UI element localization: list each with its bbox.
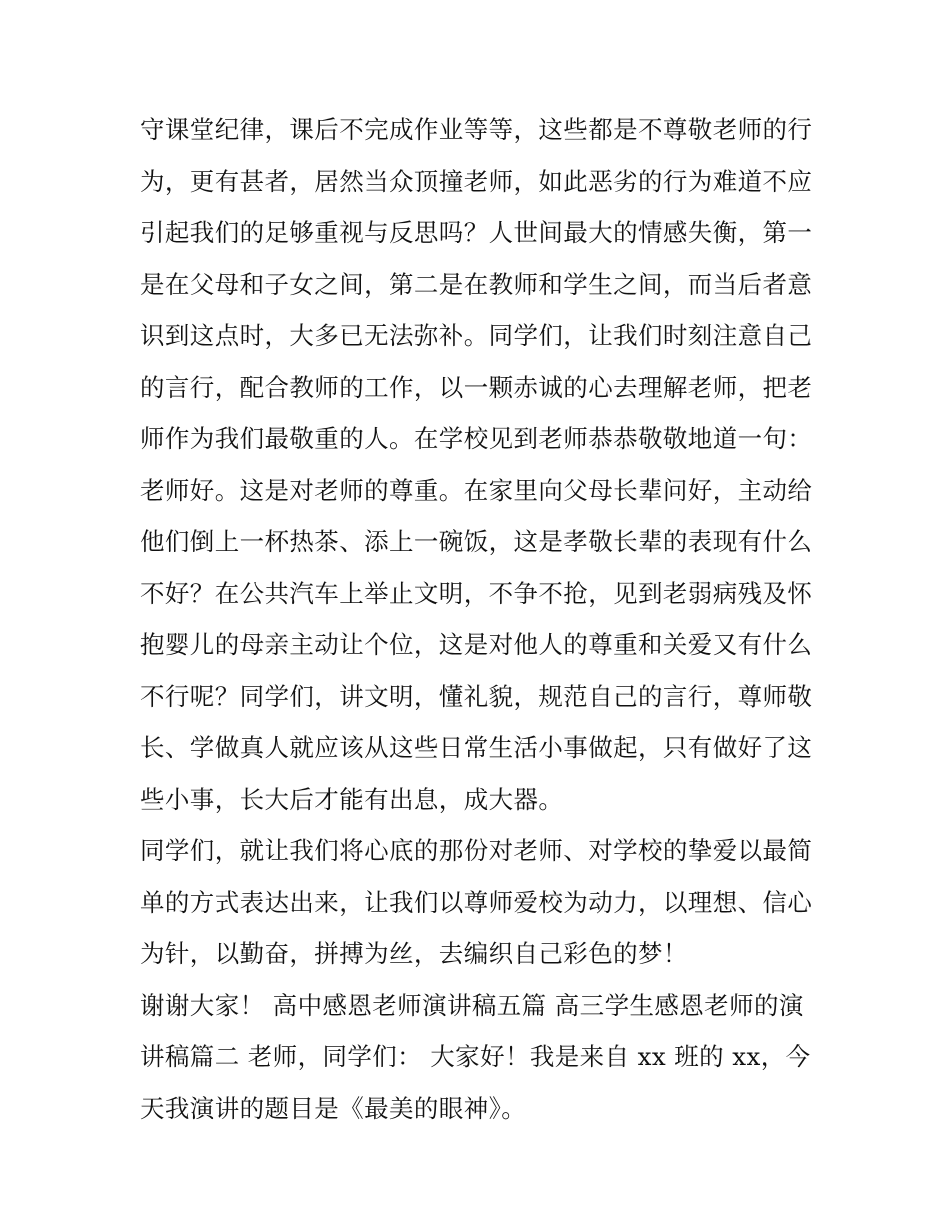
text-line: 些小事，长大后才能有出息，成大器。 xyxy=(140,784,564,814)
text-line: 守课堂纪律，课后不完成作业等等，这些都是不尊敬老师的行 xyxy=(140,115,813,144)
text-line: 他们倒上一杯热茶、添上一碗饭，这是孝敬长辈的表现有什么 xyxy=(140,527,813,556)
text-line: 谢谢大家！ 高中感恩老师演讲稿五篇 高三学生感恩老师的演 xyxy=(140,990,804,1020)
text-line: 不行呢？同学们，讲文明，懂礼貌，规范自己的言行，尊师敬 xyxy=(140,681,813,711)
document-body xyxy=(140,104,820,1134)
text-line: 讲稿篇二 老师，同学们： 大家好！我是来自 xx 班的 xx，今 xyxy=(140,1042,811,1071)
text-line: 的言行，配合教师的工作，以一颗赤诚的心去理解老师，把老 xyxy=(140,372,813,402)
text-line: 长、学做真人就应该从这些日常生活小事做起，只有做好了这 xyxy=(140,733,813,762)
text-line: 为，更有甚者，居然当众顶撞老师，如此恶劣的行为难道不应 xyxy=(140,166,813,196)
text-line: 天我演讲的题目是《最美的眼神》。 xyxy=(140,1093,527,1123)
text-line: 同学们，就让我们将心底的那份对老师、对学校的挚爱以最简 xyxy=(140,836,813,865)
text-line: 识到这点时，大多已无法弥补。同学们，让我们时刻注意自己 xyxy=(140,321,813,350)
text-line: 师作为我们最敬重的人。在学校见到老师恭恭敬敬地道一句： xyxy=(140,424,813,453)
text-line: 为针，以勤奋，拼搏为丝，去编织自己彩色的梦！ xyxy=(140,939,688,968)
text-line: 不好？在公共汽车上举止文明，不争不抢，见到老弱病残及怀 xyxy=(140,578,813,608)
text-line: 抱婴儿的母亲主动让个位，这是对他人的尊重和关爱又有什么 xyxy=(140,630,813,659)
text-line: 单的方式表达出来，让我们以尊师爱校为动力，以理想、信心 xyxy=(140,887,813,917)
text-line: 引起我们的足够重视与反思吗？人世间最大的情感失衡，第一 xyxy=(140,218,813,247)
text-line: 是在父母和子女之间，第二是在教师和学生之间，而当后者意 xyxy=(140,269,813,299)
text-line: 老师好。这是对老师的尊重。在家里向父母长辈问好，主动给 xyxy=(140,475,813,505)
